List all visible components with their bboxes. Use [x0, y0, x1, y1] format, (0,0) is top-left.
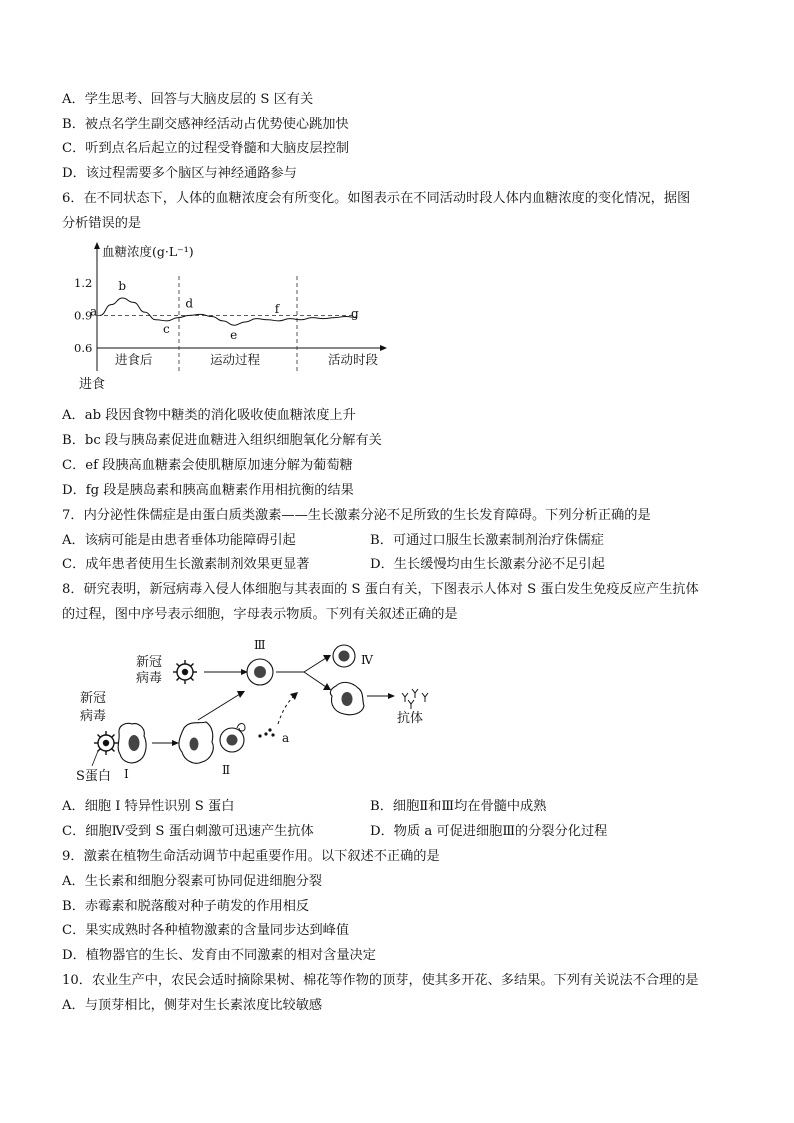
- point-label-c: c: [163, 321, 170, 336]
- antibody-icon: [402, 689, 428, 709]
- s-protein-pointer: [92, 751, 98, 766]
- x-axis-arrow: [380, 345, 387, 351]
- q6-option-d: D．fg 段是胰岛素和胰高血糖素作用相抗衡的结果: [62, 483, 354, 498]
- q6-stem-line1: 6．在不同状态下，人体的血糖浓度会有所变化。如图表示在不同活动时段人体内血糖浓度的变化情况，据图: [62, 191, 691, 206]
- q7-option-a: A．该病可能是由患者垂体功能障碍引起: [62, 533, 296, 548]
- q6-option-a: A．ab 段因食物中糖类的消化吸收使血糖浓度上升: [62, 408, 356, 423]
- cell3-label: Ⅲ: [254, 638, 266, 652]
- q8-stem-line2: 的过程，图中序号表示细胞，字母表示物质。下列有关叙述正确的是: [62, 607, 458, 622]
- q6-option-c: C．ef 段胰高血糖素会使肌糖原加速分解为葡萄糖: [62, 458, 353, 473]
- virus-left-label: 新冠: [80, 691, 107, 706]
- point-label-f: f: [274, 301, 280, 316]
- arrow-to-plasma: [304, 672, 326, 687]
- x-start-label: 进食: [79, 377, 106, 392]
- arrow-to-cell4: [304, 658, 326, 672]
- point-label-a: a: [90, 304, 98, 319]
- cell2-label: Ⅱ: [222, 763, 231, 777]
- cell4-label: Ⅳ: [361, 653, 373, 667]
- q5-option-d: D．该过程需要多个脑区与神经通路参与: [62, 166, 297, 181]
- y-axis-label: 血糖浓度(g·L⁻¹): [102, 244, 194, 259]
- q8-option-b: B．细胞Ⅱ和Ⅲ均在骨髓中成熟: [370, 799, 547, 814]
- segment-label-after-meal: 进食后: [115, 352, 153, 367]
- y-tick-label: 0.6: [74, 341, 93, 355]
- q9-stem: 9．激素在植物生命活动调节中起重要作用。以下叙述不正确的是: [62, 849, 440, 864]
- s-protein-label: S蛋白: [76, 769, 111, 784]
- point-label-g: g: [351, 306, 359, 321]
- q5-option-b: B．被点名学生副交感神经活动占优势使心跳加快: [62, 117, 349, 132]
- y-tick-label: 0.9: [74, 308, 93, 323]
- point-label-e: e: [230, 328, 238, 343]
- point-label-d: d: [185, 296, 194, 311]
- q7-option-d: D．生长缓慢均由生长激素分泌不足引起: [370, 557, 605, 572]
- q9-option-b: B．赤霉素和脱落酸对种子萌发的作用相反: [62, 899, 310, 914]
- q9-option-c: C．果实成熟时各种植物激素的含量同步达到峰值: [62, 923, 350, 938]
- cell1-label: Ⅰ: [124, 767, 129, 781]
- virus-left-label-2: 病毒: [80, 709, 107, 724]
- immune-response-diagram: [72, 636, 472, 790]
- blood-glucose-chart: [62, 238, 402, 396]
- q5-option-a: A．学生思考、回答与大脑皮层的 S 区有关: [62, 92, 314, 107]
- q7-option-c: C．成年患者使用生长激素制剂效果更显著: [62, 557, 310, 572]
- dashed-arrow-a-to-cell3: [278, 696, 294, 724]
- antibody-label: 抗体: [397, 711, 424, 726]
- q9-option-d: D．植物器官的生长、发育由不同激素的相对含量决定: [62, 948, 376, 963]
- glucose-curve: [100, 298, 357, 325]
- q8-stem-line1: 8．研究表明，新冠病毒入侵人体细胞与其表面的 S 蛋白有关，下图表示人体对 S 蛋白发生免疫反应产生抗体: [62, 582, 699, 597]
- q7-stem: 7．内分泌性侏儒症是由蛋白质类激素——生长激素分泌不足所致的生长发育障碍。下列分析正确的是: [62, 508, 651, 523]
- virus-top-label: 新冠: [136, 655, 163, 670]
- virus-top-icon: [173, 660, 197, 684]
- y-tick-label: 1.2: [74, 275, 93, 290]
- q10-option-a: A．与顶芽相比，侧芽对生长素浓度比较敏感: [62, 998, 323, 1013]
- substance-a-label: a: [282, 731, 290, 745]
- q8-option-a: A．细胞 I 特异性识别 S 蛋白: [62, 799, 235, 814]
- virus-top-label-2: 病毒: [136, 671, 163, 686]
- segment-label-exercise: 运动过程: [210, 352, 261, 367]
- q8-option-c: C．细胞Ⅳ受到 S 蛋白刺激可迅速产生抗体: [62, 824, 314, 839]
- q9-option-a: A．生长素和细胞分裂素可协同促进细胞分裂: [62, 874, 323, 889]
- arrow-to-cell3: [198, 694, 240, 720]
- y-axis-arrow: [94, 242, 100, 249]
- q7-option-b: B．可通过口服生长激素制剂治疗侏儒症: [370, 533, 604, 548]
- x-axis-label: 活动时段: [328, 352, 379, 367]
- q6-option-b: B．bc 段与胰岛素促进血糖进入组织细胞氧化分解有关: [62, 433, 382, 448]
- q8-option-d: D．物质 a 可促进细胞Ⅲ的分裂分化过程: [370, 824, 608, 839]
- point-label-b: b: [118, 279, 127, 294]
- q10-stem: 10．农业生产中，农民会适时摘除果树、棉花等作物的顶芽，使其多开花、多结果。下列有关说法不合理的是: [62, 973, 699, 988]
- q5-option-c: C．听到点名后起立的过程受脊髓和大脑皮层控制: [62, 141, 350, 156]
- q6-stem-line2: 分析错误的是: [62, 216, 142, 231]
